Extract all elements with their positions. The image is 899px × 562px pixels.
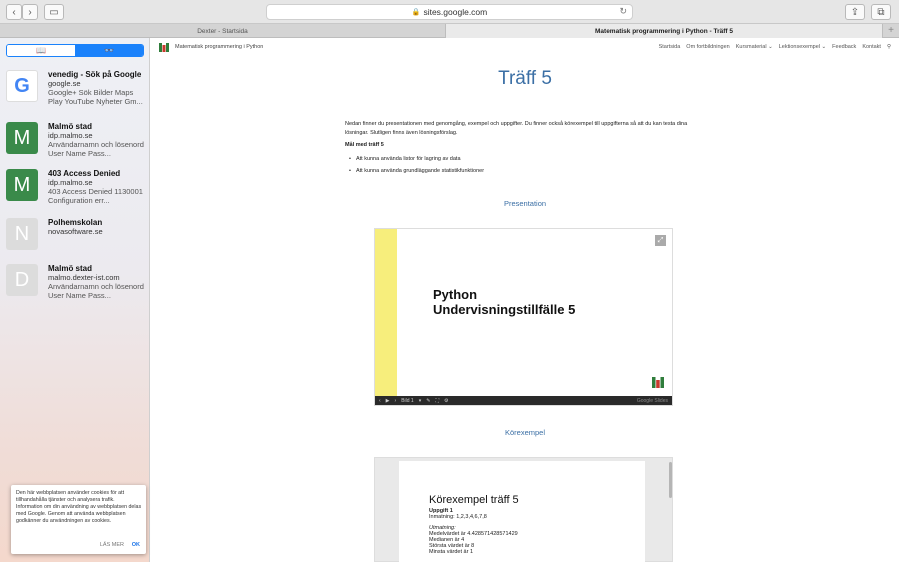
address-text: sites.google.com	[423, 7, 488, 17]
address-bar[interactable]	[266, 4, 633, 20]
sidebar-item-domain: novasoftware.se	[48, 227, 103, 236]
nav-startsida[interactable]: Startsida	[658, 44, 681, 50]
popout-icon[interactable]: ⤢	[655, 235, 666, 246]
book-icon: 📖	[36, 46, 46, 55]
site-nav	[659, 44, 891, 50]
cookie-text: Den här webbplatsen använder cookies för att tillhandahålla tjänster och analysera trafik. Information om din användning av webbplatsen delas med Google. Genom att använda webbplatsen godkänner du användningen av cookies.	[16, 490, 142, 524]
sidebar-item-access-denied[interactable]	[6, 169, 146, 213]
example-output-line: Minsta värdet är 1	[429, 549, 474, 555]
example-output-label: Utmatning:	[429, 525, 456, 531]
reading-list-tab[interactable]	[75, 45, 143, 56]
slide-decoration	[375, 229, 397, 397]
play-icon[interactable]: ▶	[385, 397, 390, 404]
example-title: Körexempel träff 5	[429, 494, 519, 506]
slide-controls	[375, 396, 672, 405]
example-output-line: Medianen är 4	[429, 537, 465, 543]
goals-title: Mål med träff 5	[345, 142, 384, 148]
sidebar-item-polhemskolan[interactable]	[6, 218, 146, 262]
slides-brand: Google Slides	[636, 397, 668, 404]
example-document-embed[interactable]	[374, 457, 673, 562]
sidebar-item-domain: idp.malmo.se	[48, 178, 93, 187]
sidebar-item-domain: google.se	[48, 79, 81, 88]
fullscreen-icon[interactable]: ⛶	[435, 397, 439, 404]
tab-traff5[interactable]: Matematisk programmering i Python - Träff 5	[446, 24, 883, 38]
slide-title-line-1: Python	[433, 287, 478, 302]
cookie-banner	[11, 485, 146, 554]
sidebar-item-snippet: 403 Access Denied 1130001 Configuration err...	[48, 187, 143, 205]
next-slide-icon[interactable]: ›	[394, 397, 397, 404]
slides-embed[interactable]	[374, 228, 673, 406]
tab-dexter[interactable]: Dexter - Startsida	[0, 24, 446, 38]
letter-n-icon: N	[6, 218, 38, 250]
nav-lektionsexempel[interactable]: Lektionsexempel ⌄	[778, 44, 827, 50]
site-logo-icon	[159, 43, 169, 52]
sidebar-segmented-control	[6, 44, 144, 57]
sidebar-item-snippet: Användarnamn och lösenord User Name Pass...	[48, 140, 144, 158]
sidebar-item-title: 403 Access Denied	[48, 169, 121, 178]
sidebar-item-title: Malmö stad	[48, 122, 93, 131]
nav-kursmaterial[interactable]: Kursmaterial ⌄	[735, 44, 773, 50]
chevron-down-icon[interactable]: ▾	[418, 397, 422, 404]
google-icon: G	[6, 70, 38, 102]
search-icon[interactable]: ⚲	[886, 44, 891, 50]
bookmarks-tab[interactable]	[7, 45, 75, 56]
sidebar-toggle-button[interactable]: ▭	[44, 4, 64, 20]
nav-feedback[interactable]: Feedback	[832, 44, 857, 50]
site-header	[151, 38, 899, 58]
new-tab-button[interactable]: +	[888, 25, 894, 36]
korexempel-heading: Körexempel	[504, 428, 546, 437]
glasses-icon: 👓	[104, 46, 114, 55]
sidebar-item-title: Polhemskolan	[48, 218, 103, 227]
sidebar-item-title: Malmö stad	[48, 264, 93, 273]
web-page	[151, 38, 899, 562]
sidebar-item-malmo-1[interactable]	[6, 122, 146, 166]
cookie-ok-button[interactable]: OK	[131, 542, 140, 548]
sidebar-item-domain: idp.malmo.se	[48, 131, 93, 140]
malmo-icon: M	[6, 169, 38, 201]
reload-icon[interactable]: ↻	[619, 6, 627, 16]
example-output-line: Medelvärdet är 4.428571428571429	[429, 531, 518, 537]
example-output-line: Största värdet är 8	[429, 543, 475, 549]
tabs-overview-button[interactable]: ⧉	[871, 4, 891, 20]
letter-d-icon: D	[6, 264, 38, 296]
slide-title-line-2: Undervisningstillfälle 5	[433, 302, 576, 317]
example-input: Inmatning: 1,2,3,4,6,7,8	[429, 514, 487, 520]
goal-item: • Att kunna använda listor för lagring av data	[349, 156, 461, 162]
sidebar-item-snippet: Google+ Sök Bilder Maps Play YouTube Nyheter Gm...	[48, 88, 143, 106]
goal-item: • Att kunna använda grundläggande statistikfunktioner	[349, 168, 484, 174]
nav-kontakt[interactable]: Kontakt	[862, 44, 881, 50]
malmo-icon: M	[6, 122, 38, 154]
sidebar-item-google[interactable]	[6, 70, 146, 114]
intro-text: Nedan finner du presentationen med genomgång, exempel och uppgifter. Du finner också körexempel till uppgifterna så att du kan testa dina lösningar. Slutligen finns även lösningsförslag.	[345, 121, 688, 136]
share-button[interactable]: ⇪	[845, 4, 865, 20]
browser-toolbar	[0, 0, 899, 24]
tab-bar	[0, 24, 899, 38]
example-task: Uppgift 1	[429, 508, 453, 514]
reading-list-sidebar	[0, 38, 150, 562]
prev-slide-icon[interactable]: ‹	[379, 397, 381, 404]
forward-button[interactable]: ›	[22, 4, 38, 20]
gear-icon[interactable]: ⚙	[443, 397, 449, 404]
cookie-more-link[interactable]: LÄS MER	[99, 542, 124, 548]
edit-icon[interactable]: ✎	[426, 397, 431, 404]
slide-number[interactable]: Bild 1	[401, 397, 414, 404]
presentation-heading: Presentation	[503, 199, 547, 208]
document-scrollbar[interactable]	[669, 462, 672, 498]
back-button[interactable]: ‹	[6, 4, 22, 20]
site-name[interactable]: Matematisk programmering i Python	[175, 44, 264, 50]
lock-icon: 🔒	[411, 9, 421, 16]
sidebar-item-malmo-2[interactable]	[6, 264, 146, 308]
sidebar-item-domain: malmo.dexter-ist.com	[48, 273, 120, 282]
sidebar-item-snippet: Användarnamn och lösenord User Name Pass...	[48, 282, 144, 300]
sidebar-item-title: venedig - Sök på Google	[48, 70, 142, 79]
slide-logo-icon	[652, 377, 664, 388]
example-document-page	[399, 461, 645, 562]
nav-om-fortbildningen[interactable]: Om fortbildningen	[686, 44, 730, 50]
page-title: Träff 5	[498, 68, 552, 89]
